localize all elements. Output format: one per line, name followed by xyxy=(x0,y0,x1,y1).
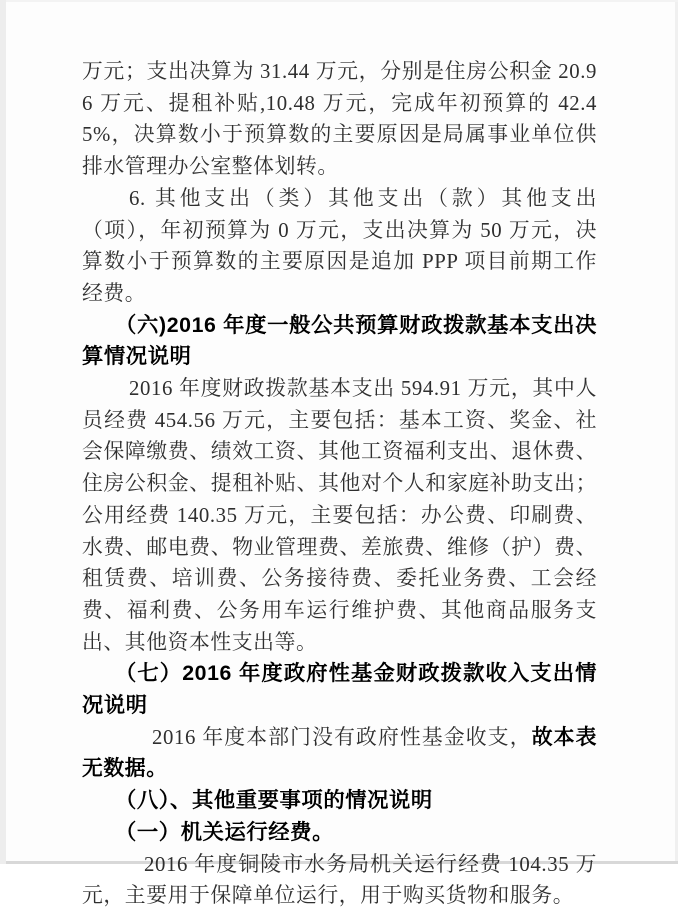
text-run: 6. 其他支出（类）其他支出（款）其他支出（项），年初预算为 0 万元，支出决算为 50 万元，决算数小于预算数的主要原因是追加 PPP 项目前期工作经费。 xyxy=(82,186,597,305)
section-heading xyxy=(82,310,597,373)
section-heading xyxy=(82,658,597,721)
document-content xyxy=(82,56,597,912)
bold-text-run: （一）机关运行经费。 xyxy=(115,819,334,844)
paragraph xyxy=(82,722,597,785)
bold-text-run: （八）、其他重要事项的情况说明 xyxy=(115,788,433,813)
text-run: 万元；支出决算为 31.44 万元，分别是住房公积金 20.96 万元、提租补贴,10.48 万元，完成年初预算的 42.45%，决算数小于预算数的主要原因是局属事业单位供排水管理办公室整体划转。 xyxy=(82,60,597,179)
text-run: 2016 年度本部门没有政府性基金收支， xyxy=(152,725,532,749)
bold-text-run: （七）2016 年度政府性基金财政拨款收入支出情况说明 xyxy=(82,661,597,718)
paragraph xyxy=(82,849,597,912)
paragraph xyxy=(82,183,597,310)
section-heading xyxy=(82,785,597,817)
bold-text-run: （六)2016 年度一般公共预算财政拨款基本支出决算情况说明 xyxy=(82,312,597,369)
text-run: 2016 年度铜陵市水务局机关运行经费 104.35 万元，主要用于保障单位运行，用于购买货物和服务。 xyxy=(82,852,597,908)
paragraph xyxy=(82,56,597,183)
text-run: 2016 年度财政拨款基本支出 594.91 万元，其中人员经费 454.56 万元，主要包括：基本工资、奖金、社会保障缴费、绩效工资、其他工资福利支出、退休费、住房公积金、提租补贴、其他对个人和家庭补助支出；公用经费 140.35 万元，主要包括：办公费、印刷费、水费、邮电费、物业管理费、差旅费、维修（护）费、租赁费、培训费、公务接待费、委托业务费、工会经费、福利费、公务用车运行维护费、其他商品服务支出、其他资本性支出等。 xyxy=(82,377,597,654)
paragraph xyxy=(82,373,597,658)
section-heading xyxy=(82,817,597,849)
bold-text-run: 故本表无数据。 xyxy=(82,725,597,781)
